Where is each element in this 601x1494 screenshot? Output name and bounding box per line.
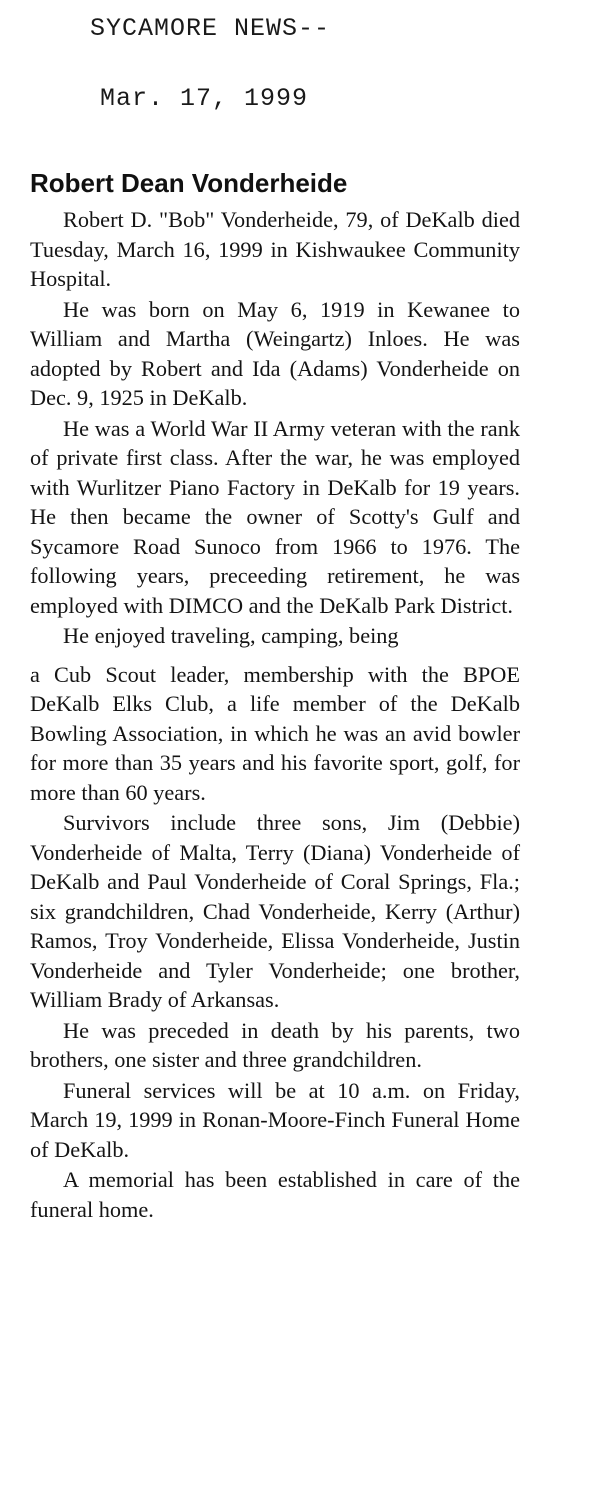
clipping-date: Mar. 17, 1999: [100, 84, 309, 113]
newspaper-source-label: SYCAMORE NEWS--: [90, 14, 331, 43]
paragraph-preceded-in-death: He was preceded in death by his parents, two brothers, one sister and three grandchildren.: [30, 1017, 520, 1072]
paragraph-hobbies-start: He enjoyed traveling, camping, being: [63, 623, 399, 648]
paragraph-birth-adoption: He was born on May 6, 1919 in Kewanee to William and Martha (Weingartz) Inloes. He was adopted by Robert and Ida (Adams) Vonderheide on Dec. 9, 1925 in DeKalb.: [30, 296, 520, 410]
paragraph-career: He was a World War II Army veteran with the rank of private first class. After the war, he was employed with Wurlitzer Piano Factory in DeKalb for 19 years. He then became the owner of Scotty's Gulf and Sycamore Road Sunoco from 1966 to 1976. The following years, preceeding retirement, he was employed with DIMCO and the DeKalb Park District.: [30, 415, 520, 618]
paragraph-memorial: A memorial has been established in care of the funeral home.: [30, 1167, 520, 1222]
paragraph-funeral-services: Funeral services will be at 10 a.m. on Friday, March 19, 1999 in Ronan-Moore-Finch Funeral Home of DeKalb.: [30, 1077, 520, 1162]
obituary-headline: Robert Dean Vonderheide: [30, 168, 348, 198]
paragraph-hobbies-continued: a Cub Scout leader, membership with the BPOE DeKalb Elks Club, a life member of the DeKalb Bowling Association, in which he was an avid bowler for more than 35 years and his favorite sport, golf, for more than 60 years.: [30, 661, 520, 805]
paragraph-survivors: Survivors include three sons, Jim (Debbie) Vonderheide of Malta, Terry (Diana) Vonderheide of DeKalb and Paul Vonderheide of Coral Springs, Fla.; six grandchildren, Chad Vonderheide, Kerry (Arthur) Ramos, Troy Vonderheide, Elissa Vonderheide, Justin Vonderheide and Tyler Vonderheide; one brother, William Brady of Arkansas.: [30, 810, 520, 1012]
obituary-body: [30, 205, 520, 1225]
paragraph-death-notice: Robert D. "Bob" Vonderheide, 79, of DeKalb died Tuesday, March 16, 1999 in Kishwaukee Community Hospital.: [30, 207, 520, 291]
